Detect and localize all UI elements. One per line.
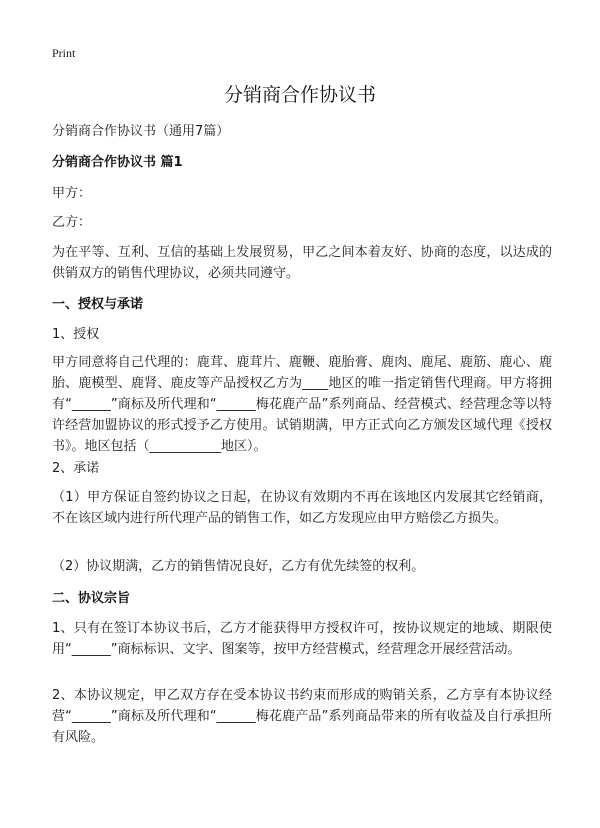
purpose-paragraph-1: 1、只有在签订本协议书后，乙方才能获得甲方授权许可，按协议规定的地域、期限使用“______”商标标识、文字、图案等，按甲方经营模式，经营理念开展经营活动。: [52, 621, 552, 657]
authorization-paragraph: 甲方同意将自己代理的：鹿茸、鹿茸片、鹿鞭、鹿胎膏、鹿肉、鹿尾、鹿筋、鹿心、鹿胎、鹿模型、鹿肾、鹿皮等产品授权乙方为____地区的唯一指定销售代理商。甲方将拥有“______”商标及所代理和“______梅花鹿产品”系列商品、经营模式、经营理念等以特许经营加盟协议的形式授予乙方使用。试销期满，甲方正式向乙方颁发区域代理《授权书》。地区包括（___________地区）。: [52, 355, 552, 454]
promise-paragraph-2: （2）协议期满，乙方的销售情况良好，乙方有优先续签的权利。: [52, 559, 425, 574]
party-b-line: 乙方：: [52, 215, 92, 230]
section-heading: 分销商合作协议书 篇1: [52, 155, 183, 170]
promise-paragraph-1: （1）甲方保证自签约协议之日起，在协议有效期内不再在该地区内发展其它经销商，不在该区域内进行所代理产品的销售工作，如乙方发现应由甲方赔偿乙方损失。: [52, 490, 552, 526]
heading-purpose: 二、协议宗旨: [52, 591, 131, 606]
document-title: 分销商合作协议书: [223, 84, 376, 106]
subheading-promise: 2、承诺: [52, 461, 100, 476]
intro-paragraph: 为在平等、互利、互信的基础上发展贸易，甲乙之间本着友好、协商的态度，以达成的供销双方的销售代理协议，必须共同遵守。: [52, 245, 552, 281]
subheading-authorization: 1、授权: [52, 327, 100, 342]
party-a-line: 甲方：: [52, 186, 92, 201]
document-subtitle: 分销商合作协议书（通用7篇）: [52, 124, 230, 139]
print-link[interactable]: Print: [52, 46, 76, 60]
purpose-paragraph-2: 2、本协议规定，甲乙双方存在受本协议书约束而形成的购销关系，乙方享有本协议经营“______”商标及所代理和“______梅花鹿产品”系列商品带来的所有收益及自行承担所有风险。: [52, 688, 552, 745]
heading-authorization: 一、授权与承诺: [52, 297, 144, 312]
